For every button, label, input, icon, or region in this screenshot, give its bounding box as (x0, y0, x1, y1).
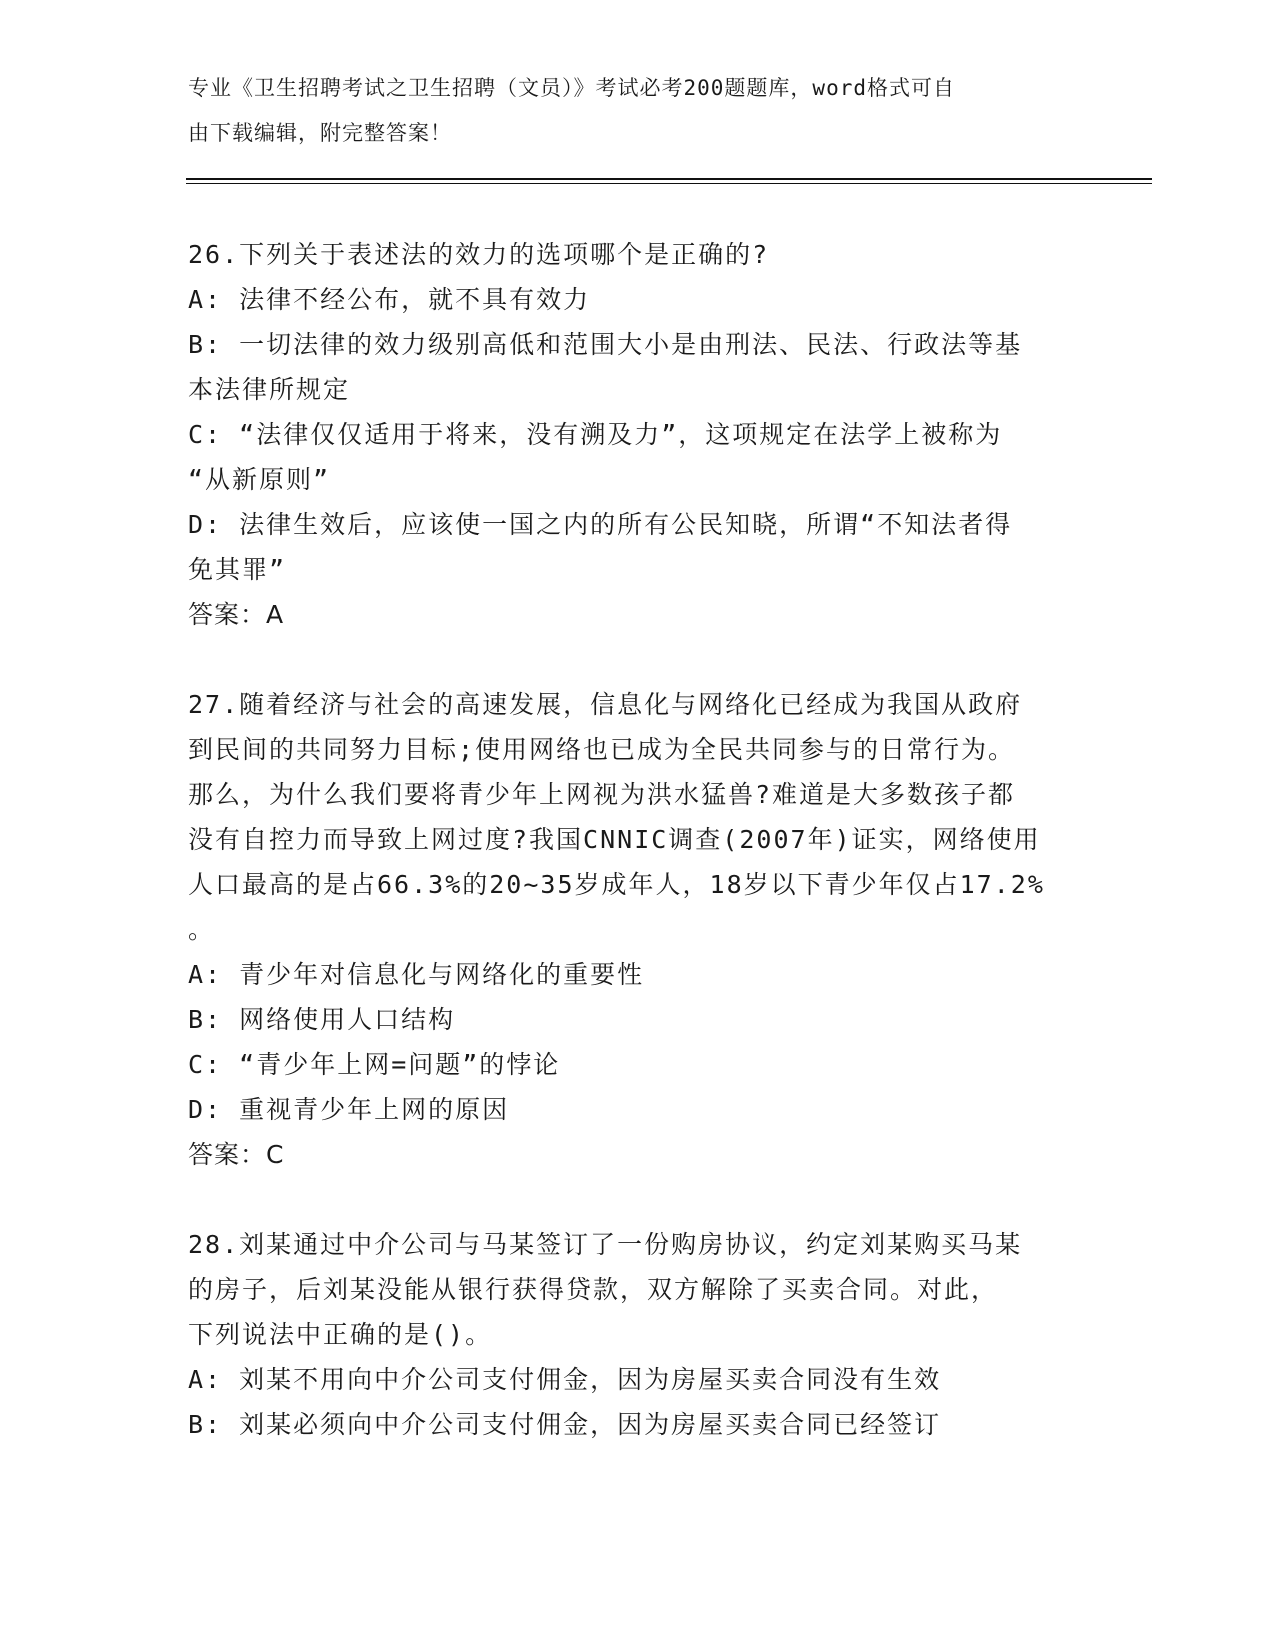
header-divider (186, 178, 1152, 180)
question-stem: 27.随着经济与社会的高速发展，信息化与网络化已经成为我国从政府 (188, 690, 1023, 719)
question-stem: 26.下列关于表述法的效力的选项哪个是正确的? (188, 240, 770, 269)
answer-line: 答案：A (188, 600, 285, 629)
option-a: A: 青少年对信息化与网络化的重要性 (188, 960, 645, 989)
option-d: D: 法律生效后，应该使一国之内的所有公民知晓，所谓“不知法者得 (188, 510, 1013, 539)
question-stem: 到民间的共同努力目标;使用网络也已成为全民共同参与的日常行为。 (188, 735, 1016, 764)
option-d: 免其罪” (188, 555, 287, 584)
option-c: “从新原则” (188, 465, 331, 494)
header-line: 专业《卫生招聘考试之卫生招聘（文员）》考试必考200题题库，word格式可自 (188, 76, 955, 100)
option-b: B: 刘某必须向中介公司支付佣金，因为房屋买卖合同已经签订 (188, 1410, 942, 1439)
question-stem: 28.刘某通过中介公司与马某签订了一份购房协议，约定刘某购买马某 (188, 1230, 1023, 1259)
question-list (188, 232, 1088, 1447)
answer-line: 答案：C (188, 1140, 285, 1169)
header-line: 由下载编辑，附完整答案！ (188, 121, 452, 145)
option-a: A: 刘某不用向中介公司支付佣金，因为房屋买卖合同没有生效 (188, 1365, 942, 1394)
option-a: A: 法律不经公布，就不具有效力 (188, 285, 591, 314)
question-stem: 那么，为什么我们要将青少年上网视为洪水猛兽?难道是大多数孩子都 (188, 780, 1016, 809)
document-header (188, 72, 1068, 162)
header-divider (186, 183, 1152, 184)
option-c: C: “青少年上网=问题”的悖论 (188, 1050, 561, 1079)
option-d: D: 重视青少年上网的原因 (188, 1095, 510, 1124)
question-stem: 人口最高的是占66.3%的20~35岁成年人，18岁以下青少年仅占17.2% (188, 870, 1045, 899)
question-stem: 没有自控力而导致上网过度?我国CNNIC调查(2007年)证实，网络使用 (188, 825, 1041, 854)
question-block (188, 682, 1088, 1177)
question-block (188, 1222, 1088, 1447)
option-c: C: “法律仅仅适用于将来，没有溯及力”，这项规定在法学上被称为 (188, 420, 1003, 449)
question-stem: 。 (188, 915, 216, 944)
question-stem: 的房子，后刘某没能从银行获得贷款，双方解除了买卖合同。对此， (188, 1275, 999, 1304)
question-block (188, 232, 1088, 637)
option-b: 本法律所规定 (188, 375, 351, 404)
option-b: B: 网络使用人口结构 (188, 1005, 456, 1034)
question-stem: 下列说法中正确的是()。 (188, 1320, 493, 1349)
option-b: B: 一切法律的效力级别高低和范围大小是由刑法、民法、行政法等基 (188, 330, 1023, 359)
